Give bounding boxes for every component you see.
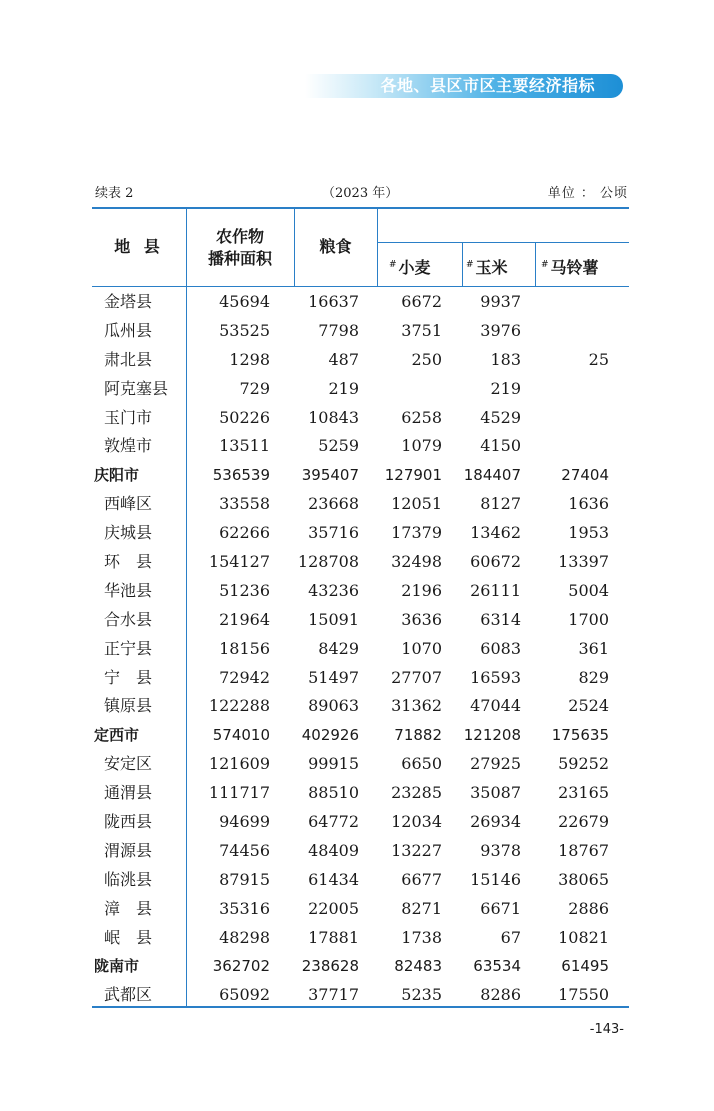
table-row <box>92 346 629 375</box>
wheat-value: 12034 <box>391 812 442 832</box>
header-crop-line1: 农作物 <box>215 227 264 246</box>
region-name: 通渭县 <box>104 783 153 803</box>
wheat-value: 6650 <box>401 754 442 774</box>
region-name: 宁 县 <box>104 667 153 687</box>
table-row-city <box>92 721 629 750</box>
crop-area-value: 33558 <box>219 494 270 514</box>
grain-value: 402926 <box>301 726 359 745</box>
grain-value: 7798 <box>318 320 359 340</box>
table-row <box>92 519 629 548</box>
grain-value: 64772 <box>308 812 359 832</box>
grain-value: 8429 <box>318 638 359 658</box>
corn-value: 6671 <box>480 898 521 918</box>
corn-value: 16593 <box>470 667 521 687</box>
column-divider <box>377 209 378 286</box>
crop-area-value: 122288 <box>208 696 270 716</box>
header-corn <box>466 254 508 279</box>
wheat-value: 1070 <box>401 638 442 658</box>
wheat-value: 127901 <box>384 466 442 485</box>
crop-area-value: 1298 <box>229 349 270 369</box>
grain-value: 10843 <box>308 407 359 427</box>
corn-value: 6083 <box>480 638 521 658</box>
header-bottom-rule <box>92 286 629 287</box>
potato-value: 1700 <box>568 609 609 629</box>
grain-value: 487 <box>328 349 359 369</box>
grain-value: 37717 <box>308 985 359 1005</box>
crop-area-value: 13511 <box>219 436 270 456</box>
wheat-value: 6672 <box>401 292 442 311</box>
region-name: 玉门市 <box>104 407 153 427</box>
crop-area-value: 574010 <box>212 726 270 745</box>
table-continuation-label: 续表 2 <box>95 186 134 201</box>
crop-area-value: 51236 <box>219 580 270 600</box>
table-row <box>92 606 629 635</box>
region-name: 华池县 <box>104 580 153 600</box>
wheat-value: 250 <box>411 349 442 369</box>
table-row <box>92 548 629 577</box>
crop-area-value: 62266 <box>219 523 270 543</box>
banner-title: 各地、县区市区主要经济指标 <box>380 76 595 95</box>
region-name: 镇原县 <box>104 696 153 716</box>
table-row <box>92 779 629 808</box>
grain-value: 17881 <box>308 927 359 947</box>
potato-value: 361 <box>578 638 609 658</box>
crop-area-value: 50226 <box>219 407 270 427</box>
region-name: 陇南市 <box>94 957 140 976</box>
header-region: 地 县 <box>114 237 164 256</box>
grain-value: 128708 <box>297 552 359 572</box>
region-name: 漳 县 <box>104 898 153 918</box>
potato-value: 2886 <box>568 898 609 918</box>
header-crop-line2: 播种面积 <box>207 249 272 268</box>
region-name: 陇西县 <box>104 812 153 832</box>
wheat-value: 2196 <box>401 580 442 600</box>
corn-value: 6314 <box>480 609 521 629</box>
region-name: 金塔县 <box>104 292 153 311</box>
region-name: 正宁县 <box>104 638 153 658</box>
region-name: 定西市 <box>94 726 140 745</box>
region-name: 敦煌市 <box>104 436 153 456</box>
region-name: 合水县 <box>104 609 153 629</box>
wheat-value: 82483 <box>394 957 442 976</box>
crop-area-value: 154127 <box>208 552 270 572</box>
header-potato-label: 马铃薯 <box>550 258 599 277</box>
page-number: -143- <box>589 1022 624 1037</box>
crop-area-value: 111717 <box>208 783 270 803</box>
grain-value: 219 <box>328 378 359 398</box>
wheat-value: 6258 <box>401 407 442 427</box>
table-row-city <box>92 461 629 490</box>
table-row <box>92 808 629 837</box>
crop-area-value: 536539 <box>212 466 270 485</box>
grain-value: 48409 <box>308 840 359 860</box>
corn-value: 4150 <box>480 436 521 456</box>
region-name: 安定区 <box>104 754 153 774</box>
wheat-value: 27707 <box>391 667 442 687</box>
table-row <box>92 750 629 779</box>
wheat-value: 13227 <box>391 840 442 860</box>
table-row <box>92 490 629 519</box>
corn-value: 4529 <box>480 407 521 427</box>
table-unit: 单位 ： 公顷 <box>547 186 628 201</box>
grain-value: 99915 <box>308 754 359 774</box>
corn-value: 26934 <box>470 812 521 832</box>
grain-value: 35716 <box>308 523 359 543</box>
table-top-rule <box>92 207 629 209</box>
potato-value: 59252 <box>558 754 609 774</box>
grain-value: 88510 <box>308 783 359 803</box>
column-divider <box>462 242 463 286</box>
potato-value: 18767 <box>558 840 609 860</box>
table-row <box>92 635 629 664</box>
wheat-value: 71882 <box>394 726 442 745</box>
table-year: （2023 年） <box>322 186 399 201</box>
table-row <box>92 317 629 346</box>
region-name: 庆城县 <box>104 523 153 543</box>
table-row <box>92 837 629 866</box>
corn-value: 26111 <box>470 580 521 600</box>
wheat-value: 32498 <box>391 552 442 572</box>
crop-area-value: 121609 <box>208 754 270 774</box>
table-row <box>92 375 629 404</box>
grain-value: 16637 <box>308 292 359 311</box>
corn-value: 47044 <box>470 696 521 716</box>
potato-value: 17550 <box>558 985 609 1005</box>
grain-value: 395407 <box>301 466 359 485</box>
potato-value: 1636 <box>568 494 609 514</box>
corn-value: 8286 <box>480 985 521 1005</box>
potato-value: 23165 <box>558 783 609 803</box>
table-row-city <box>92 952 629 981</box>
grain-value: 5259 <box>318 436 359 456</box>
potato-value: 5004 <box>568 580 609 600</box>
header-corn-mark: # <box>466 260 474 270</box>
wheat-value: 8271 <box>401 898 442 918</box>
crop-area-value: 362702 <box>212 957 270 976</box>
wheat-value: 17379 <box>391 523 442 543</box>
corn-value: 15146 <box>470 869 521 889</box>
corn-value: 8127 <box>480 494 521 514</box>
region-name: 渭源县 <box>104 840 153 860</box>
section-banner <box>305 74 623 98</box>
corn-value: 219 <box>490 378 521 398</box>
table-row <box>92 924 629 953</box>
potato-value: 829 <box>578 667 609 687</box>
wheat-value: 23285 <box>391 783 442 803</box>
column-divider <box>535 242 536 286</box>
region-name: 临洮县 <box>104 869 153 889</box>
region-name: 肃北县 <box>104 349 153 369</box>
table-row <box>92 692 629 721</box>
region-name: 岷 县 <box>104 927 153 947</box>
crop-area-value: 94699 <box>219 812 270 832</box>
grain-value: 15091 <box>308 609 359 629</box>
wheat-value: 1738 <box>401 927 442 947</box>
table-row <box>92 404 629 433</box>
corn-value: 3976 <box>480 320 521 340</box>
header-potato <box>541 254 599 279</box>
grain-value: 23668 <box>308 494 359 514</box>
header-corn-label: 玉米 <box>475 258 508 277</box>
subheader-rule <box>377 242 629 243</box>
potato-value: 22679 <box>558 812 609 832</box>
grain-value: 61434 <box>308 869 359 889</box>
crop-area-value: 74456 <box>219 840 270 860</box>
corn-value: 63534 <box>473 957 521 976</box>
wheat-value: 1079 <box>401 436 442 456</box>
crop-area-value: 72942 <box>219 667 270 687</box>
wheat-value: 3636 <box>401 609 442 629</box>
table-row <box>92 981 629 1010</box>
corn-value: 9378 <box>480 840 521 860</box>
corn-value: 183 <box>490 349 521 369</box>
corn-value: 67 <box>500 927 521 947</box>
potato-value: 10821 <box>558 927 609 947</box>
corn-value: 60672 <box>470 552 521 572</box>
corn-value: 184407 <box>463 466 521 485</box>
potato-value: 27404 <box>561 466 609 485</box>
potato-value: 25 <box>588 349 609 369</box>
grain-value: 43236 <box>308 580 359 600</box>
crop-area-value: 65092 <box>219 985 270 1005</box>
crop-area-value: 87915 <box>219 869 270 889</box>
header-wheat-label: 小麦 <box>398 258 431 277</box>
table-row <box>92 664 629 693</box>
potato-value: 61495 <box>561 957 609 976</box>
header-grain: 粮食 <box>319 237 352 256</box>
crop-area-value: 729 <box>239 378 270 398</box>
region-name: 环 县 <box>104 552 153 572</box>
crop-area-value: 53525 <box>219 320 270 340</box>
potato-value: 2524 <box>568 696 609 716</box>
corn-value: 13462 <box>470 523 521 543</box>
potato-value: 175635 <box>551 726 609 745</box>
region-name: 西峰区 <box>104 494 153 514</box>
grain-value: 22005 <box>308 898 359 918</box>
potato-value: 38065 <box>558 869 609 889</box>
header-crop-area <box>186 226 294 270</box>
crop-area-value: 45694 <box>219 292 270 311</box>
corn-value: 35087 <box>470 783 521 803</box>
crop-area-value: 48298 <box>219 927 270 947</box>
region-name: 阿克塞县 <box>104 378 169 398</box>
table-body <box>92 288 629 1010</box>
potato-value: 1953 <box>568 523 609 543</box>
potato-value: 13397 <box>558 552 609 572</box>
grain-value: 89063 <box>308 696 359 716</box>
crop-area-value: 35316 <box>219 898 270 918</box>
table-row <box>92 432 629 461</box>
table-row <box>92 577 629 606</box>
wheat-value: 3751 <box>401 320 442 340</box>
table-row <box>92 288 629 317</box>
wheat-value: 6677 <box>401 869 442 889</box>
wheat-value: 31362 <box>391 696 442 716</box>
wheat-value: 5235 <box>401 985 442 1005</box>
header-wheat <box>389 254 431 279</box>
grain-value: 238628 <box>301 957 359 976</box>
table-row <box>92 895 629 924</box>
wheat-value: 12051 <box>391 494 442 514</box>
region-name: 瓜州县 <box>104 320 153 340</box>
crop-area-value: 18156 <box>219 638 270 658</box>
table-row <box>92 866 629 895</box>
corn-value: 9937 <box>480 292 521 311</box>
grain-value: 51497 <box>308 667 359 687</box>
header-wheat-mark: # <box>389 260 397 270</box>
crop-area-value: 21964 <box>219 609 270 629</box>
corn-value: 27925 <box>470 754 521 774</box>
region-name: 庆阳市 <box>94 466 140 485</box>
header-potato-mark: # <box>541 260 549 270</box>
region-name: 武都区 <box>104 985 153 1005</box>
corn-value: 121208 <box>463 726 521 745</box>
